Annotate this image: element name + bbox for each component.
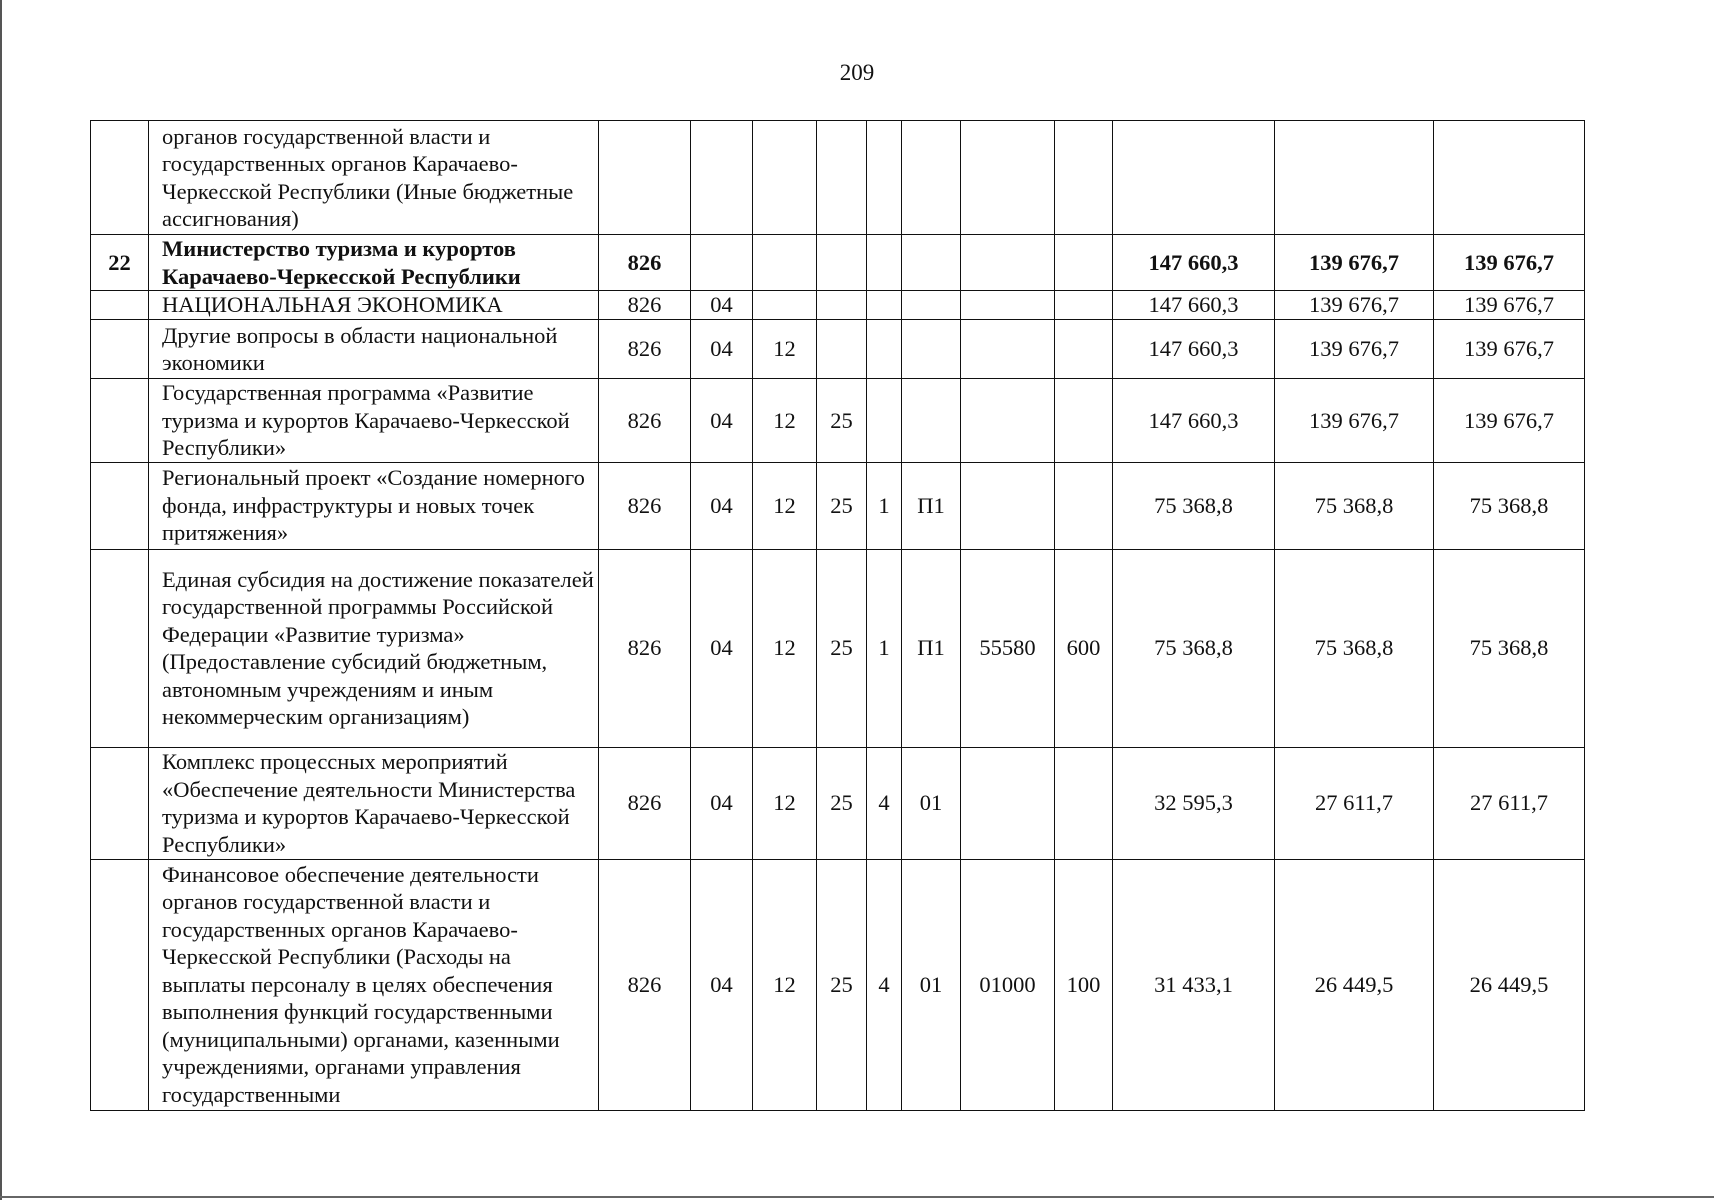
sum-year-3: 27 611,7 [1434,747,1585,859]
sum-year-3: 26 449,5 [1434,859,1585,1110]
expense-type-code [1055,747,1113,859]
sum-year-2: 75 368,8 [1275,549,1434,747]
subprogram-type-code: 1 [867,549,902,747]
direction-code: 55580 [961,549,1055,747]
sum-year-3 [1434,121,1585,235]
ministry-code: 826 [599,291,691,320]
project-code: 01 [902,859,961,1110]
sum-year-3: 139 676,7 [1434,291,1585,320]
table-row [91,235,1585,291]
direction-code [961,121,1055,235]
sum-year-1: 147 660,3 [1113,320,1275,379]
expense-type-code [1055,235,1113,291]
expense-type-code [1055,291,1113,320]
project-code: П1 [902,549,961,747]
table-row [91,379,1585,463]
row-number [91,291,149,320]
ministry-code: 826 [599,462,691,549]
row-name: Комплекс процессных мероприятий «Обеспечение деятельности Министерства туризма и курортов Карачаево-Черкесской Республики» [149,747,599,859]
sum-year-2: 26 449,5 [1275,859,1434,1110]
project-code [902,320,961,379]
table-row [91,462,1585,549]
expense-type-code [1055,121,1113,235]
section-code: 04 [691,747,753,859]
subsection-code [753,121,817,235]
program-code: 25 [817,462,867,549]
expense-type-code: 600 [1055,549,1113,747]
sum-year-2 [1275,121,1434,235]
table-row [91,859,1585,1110]
subprogram-type-code [867,121,902,235]
sum-year-2: 27 611,7 [1275,747,1434,859]
subprogram-type-code: 4 [867,747,902,859]
subprogram-type-code: 4 [867,859,902,1110]
expense-type-code [1055,379,1113,463]
subsection-code: 12 [753,462,817,549]
row-name: органов государственной власти и государственных органов Карачаево-Черкесской Республики (Иные бюджетные ассигнования) [149,121,599,235]
row-name: Единая субсидия на достижение показателей государственной программы Российской Федерации «Развитие туризма» (Предоставление субсидий бюджетным, автономным учреждениям и иным некоммерческим организациям) [149,549,599,747]
project-code: П1 [902,462,961,549]
row-number [91,549,149,747]
expense-type-code [1055,462,1113,549]
section-code [691,235,753,291]
subprogram-type-code [867,235,902,291]
scan-edge-left [0,0,2,1200]
program-code [817,291,867,320]
sum-year-3: 75 368,8 [1434,549,1585,747]
row-number [91,320,149,379]
row-number [91,859,149,1110]
expense-type-code [1055,320,1113,379]
section-code: 04 [691,291,753,320]
program-code: 25 [817,859,867,1110]
subsection-code [753,291,817,320]
program-code: 25 [817,747,867,859]
sum-year-2: 139 676,7 [1275,320,1434,379]
sum-year-1: 32 595,3 [1113,747,1275,859]
sum-year-1: 75 368,8 [1113,549,1275,747]
table-row [91,747,1585,859]
section-code: 04 [691,462,753,549]
sum-year-3: 139 676,7 [1434,379,1585,463]
row-name: Государственная программа «Развитие туризма и курортов Карачаево-Черкесской Республики» [149,379,599,463]
project-code: 01 [902,747,961,859]
direction-code [961,320,1055,379]
row-number [91,747,149,859]
sum-year-2: 139 676,7 [1275,291,1434,320]
ministry-code: 826 [599,747,691,859]
budget-table [90,120,1585,1111]
subsection-code: 12 [753,747,817,859]
row-number [91,379,149,463]
sum-year-1: 147 660,3 [1113,235,1275,291]
subsection-code [753,235,817,291]
scan-edge-bottom [0,1196,1714,1198]
row-name: Региональный проект «Создание номерного фонда, инфраструктуры и новых точек притяжения» [149,462,599,549]
table-row [91,291,1585,320]
subprogram-type-code [867,379,902,463]
subsection-code: 12 [753,859,817,1110]
program-code: 25 [817,379,867,463]
direction-code [961,747,1055,859]
row-name: Финансовое обеспечение деятельности органов государственной власти и государственных органов Карачаево-Черкесской Республики (Расходы на выплаты персоналу в целях обеспечения выполнения функций государственными (муниципальными) органами, казенными учреждениями, органами управления государственными [149,859,599,1110]
direction-code [961,235,1055,291]
sum-year-2: 139 676,7 [1275,379,1434,463]
program-code [817,235,867,291]
section-code: 04 [691,859,753,1110]
sum-year-2: 139 676,7 [1275,235,1434,291]
section-code: 04 [691,320,753,379]
ministry-code [599,121,691,235]
expense-type-code: 100 [1055,859,1113,1110]
table-row [91,549,1585,747]
section-code: 04 [691,549,753,747]
direction-code [961,291,1055,320]
page-number: 209 [839,60,875,85]
sum-year-2: 75 368,8 [1275,462,1434,549]
row-name: Другие вопросы в области национальной экономики [149,320,599,379]
subprogram-type-code [867,320,902,379]
sum-year-1: 31 433,1 [1113,859,1275,1110]
program-code [817,121,867,235]
table-row [91,121,1585,235]
row-name: НАЦИОНАЛЬНАЯ ЭКОНОМИКА [149,291,599,320]
project-code [902,121,961,235]
subsection-code: 12 [753,549,817,747]
program-code [817,320,867,379]
ministry-code: 826 [599,549,691,747]
direction-code: 01000 [961,859,1055,1110]
subprogram-type-code: 1 [867,462,902,549]
ministry-code: 826 [599,320,691,379]
project-code [902,235,961,291]
row-number [91,462,149,549]
row-name: Министерство туризма и курортов Карачаево-Черкесской Республики [149,235,599,291]
subsection-code: 12 [753,379,817,463]
sum-year-1: 147 660,3 [1113,291,1275,320]
section-code: 04 [691,379,753,463]
ministry-code: 826 [599,235,691,291]
project-code [902,379,961,463]
sum-year-3: 139 676,7 [1434,235,1585,291]
ministry-code: 826 [599,379,691,463]
subprogram-type-code [867,291,902,320]
section-code [691,121,753,235]
sum-year-1: 147 660,3 [1113,379,1275,463]
sum-year-1 [1113,121,1275,235]
subsection-code: 12 [753,320,817,379]
sum-year-1: 75 368,8 [1113,462,1275,549]
direction-code [961,379,1055,463]
row-number: 22 [91,235,149,291]
sum-year-3: 75 368,8 [1434,462,1585,549]
sum-year-3: 139 676,7 [1434,320,1585,379]
program-code: 25 [817,549,867,747]
row-number [91,121,149,235]
project-code [902,291,961,320]
table-row [91,320,1585,379]
ministry-code: 826 [599,859,691,1110]
direction-code [961,462,1055,549]
